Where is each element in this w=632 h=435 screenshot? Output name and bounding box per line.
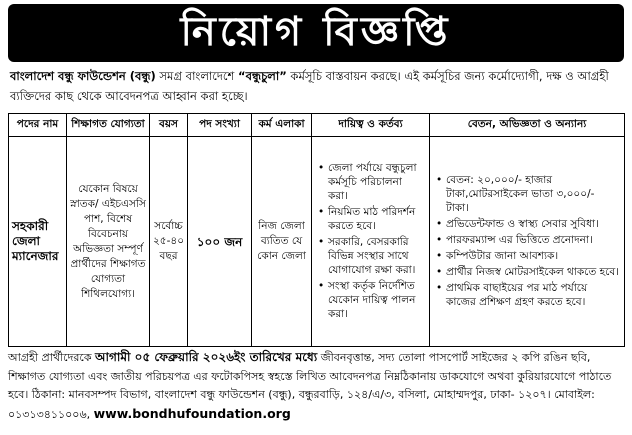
job-table <box>8 113 625 347</box>
footer-lead: আগ্রহী প্রার্থীদেরকে <box>8 351 96 364</box>
salary-item <box>436 173 620 215</box>
benefit-item: • প্রার্থীর নিজস্ব মোটরসাইকেল থাকতে হবে। <box>436 265 620 279</box>
benefit-item: • কম্পিউটার জানা আবশ্যক। <box>436 249 620 263</box>
header-duties: দায়িত্ব ও কর্তব্য <box>312 114 430 137</box>
title-banner <box>8 4 624 62</box>
table-header-row <box>9 114 625 137</box>
header-salary: বেতন, অভিজ্ঞতা ও অন্যান্য <box>430 114 625 137</box>
salary-line-2: মোটরসাইকেল ভাতা ৩,০০০/- টাকা। <box>446 188 595 214</box>
website-link[interactable]: www.bondhufoundation.org <box>93 405 291 421</box>
footer-body: জীবনবৃত্তান্ত, সদ্য তোলা পাসপোর্ট সাইজের ২ কপি রঙিন ছবি, শিক্ষাগত যোগ্যতা এবং জাতীয় পরিচয়পত্র এর ফটোকপিসহ স্বহস্তে লিখিত আবেদনপত্র নিম্নঠিকানায় ডাকযোগে অথবা কুরিয়ারযোগে পাঠাতে হবে। ঠিকানা: মানবসম্পদ বিভাগ, বাংলাদেশ বন্ধু ফাউন্ডেশন (বন্ধু), বন্ধুরবাড়ি, ১২৪/এ/৩, বসিলা, মোহাম্মদপুর, ঢাকা- ১২০৭। মোবাইল: ০১৩১৩৪১১০০৬, <box>8 351 612 421</box>
duty-item: • জেলা পর্যায়ে বন্ধুচুলা কর্মসূচি পরিচালনা করা। <box>318 161 425 203</box>
intro-text-1: সমগ্র বাংলাদেশে <box>155 69 239 83</box>
salary-line-1: বেতন: ২০,০০০/- হাজার টাকা, <box>446 174 553 200</box>
work-area: নিজ জেলা ব্যতিত যে কোন জেলা <box>252 137 312 347</box>
header-count: পদ সংখ্যা <box>188 114 252 137</box>
age-limit: সর্বোচ্চ ২৫-৪০ বছর <box>150 137 188 347</box>
intro-text-2: কর্মসূচি বাস্তবায়ন করছে। এই কর্মসূচির জন্য কর্মোদ্যোগী, দক্ষ ও আগ্রহী ব্যক্তিদের কাছ থেকে আবেদনপত্র আহ্বান করা হচ্ছে। <box>10 69 609 103</box>
duty-item: • সংস্থা কর্তৃক নির্দেশিত যেকোন দায়িত্ব পালন করা। <box>318 279 425 321</box>
benefits-list <box>430 170 624 313</box>
duties-cell <box>312 137 430 347</box>
duty-item: • নিয়মিত মাঠ পরিদর্শন করতে হবে। <box>318 205 425 233</box>
post-name: সহকারী জেলা ম্যানেজার <box>9 137 67 347</box>
deadline: আগামী ০৫ ফেব্রুয়ারি ২০২৬ইং তারিখের মধ্যে <box>95 350 318 364</box>
notice-title: নিয়োগ বিজ্ঞপ্তি <box>180 7 452 55</box>
post-count: ১০০ জন <box>188 137 252 347</box>
program-name: “বন্ধুচুলা” <box>238 69 287 83</box>
table-row <box>9 137 625 347</box>
benefit-item: • প্রাথমিক বাছাইয়ের পর মাঠ পর্যায়ে কাজের প্রশিক্ষণ গ্রহণ করতে হবে। <box>436 281 620 309</box>
application-instructions <box>8 348 626 424</box>
duties-list <box>312 158 429 325</box>
benefit-item: • পারফরম্যান্স এর ভিত্তিতে প্রনোদনা। <box>436 233 620 247</box>
header-post: পদের নাম <box>9 114 67 137</box>
header-area: কর্ম এলাকা <box>252 114 312 137</box>
header-qualification: শিক্ষাগত যোগ্যতা <box>67 114 150 137</box>
benefit-item: • প্রভিডেন্টফান্ড ও স্বাস্থ্য সেবার সুবিধা। <box>436 217 620 231</box>
header-age: বয়স <box>150 114 188 137</box>
organization-name: বাংলাদেশ বন্ধু ফাউন্ডেশন (বন্ধু) <box>10 69 156 83</box>
salary-cell <box>430 137 625 347</box>
intro-paragraph <box>10 66 622 106</box>
duty-item: • সরকারি, বেসরকারি বিভিন্ন সংস্থার সাথে যোগাযোগ রক্ষা করা। <box>318 235 425 277</box>
qualification: যেকোন বিষয়ে স্নাতক/ এইচএসসি পাশ, বিশেষ বিবেচনায় অভিজ্ঞতা সম্পূর্ণ প্রার্থীদের শিক্ষাগত যোগ্যতা শিথিলযোগ্য। <box>67 137 150 347</box>
